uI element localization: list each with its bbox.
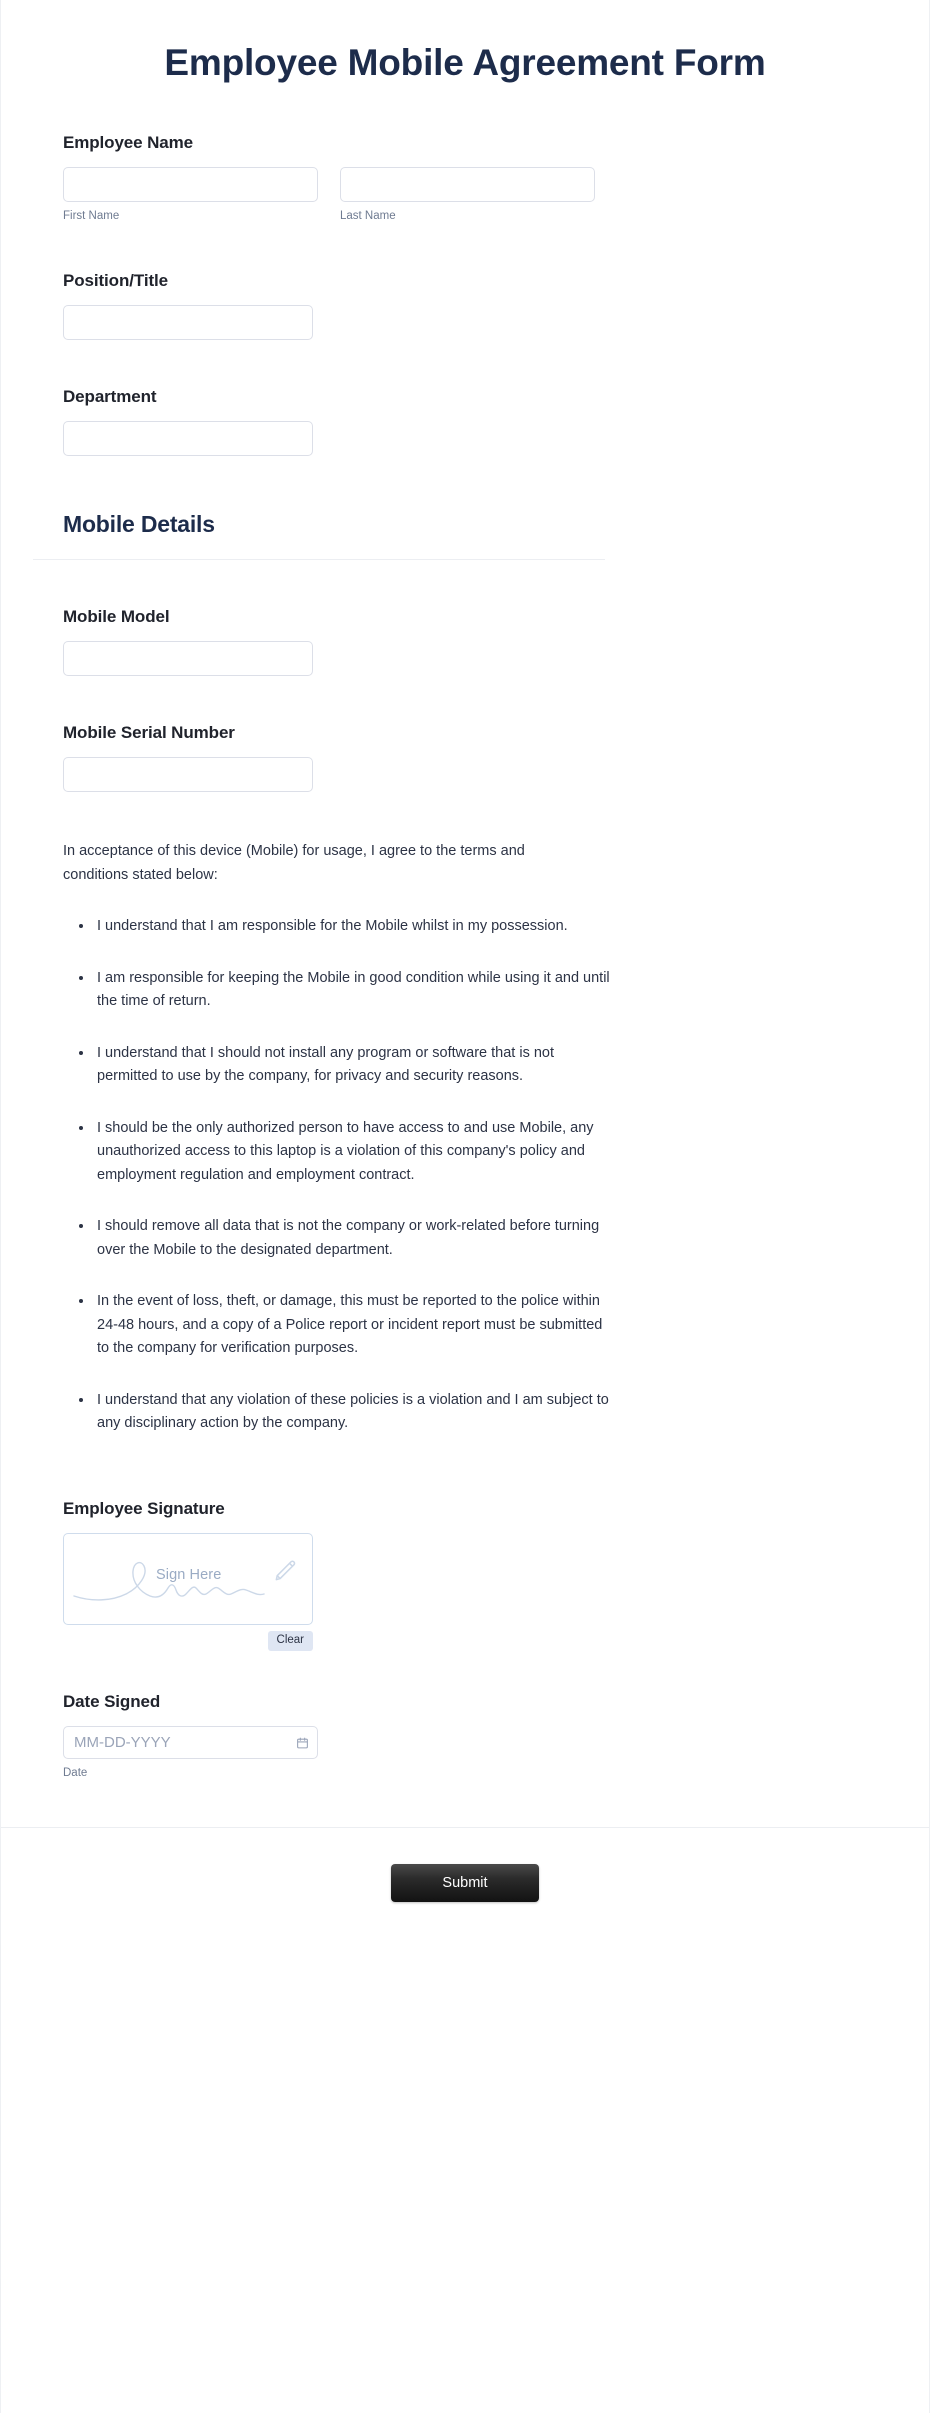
last-name-input[interactable] xyxy=(340,167,595,202)
pen-icon xyxy=(272,1558,298,1584)
clear-signature-button[interactable]: Clear xyxy=(268,1631,313,1652)
list-item: I understand that I am responsible for the Mobile whilst in my possession. xyxy=(95,915,613,938)
first-name-column xyxy=(63,167,318,224)
field-department xyxy=(63,386,867,456)
list-item: In the event of loss, theft, or damage, this must be reported to the police within 24-48 hours, and a copy of a Police report or incident report must be submitted to the company for verification purposes. xyxy=(95,1290,613,1360)
signature-pad[interactable] xyxy=(63,1533,313,1625)
terms-intro-text: In acceptance of this device (Mobile) for usage, I agree to the terms and conditions stated below: xyxy=(63,843,525,883)
list-item: I should be the only authorized person to have access to and use Mobile, any unauthorized access to this laptop is a violation of this company's policy and employment regulation and employment contract. xyxy=(95,1117,613,1187)
field-mobile-model xyxy=(63,606,867,676)
date-signed-input[interactable] xyxy=(63,1726,318,1759)
section-title-mobile-details: Mobile Details xyxy=(63,511,215,538)
terms-list xyxy=(63,915,867,1435)
page-title: Employee Mobile Agreement Form xyxy=(164,42,766,83)
section-divider xyxy=(33,559,605,560)
form-body xyxy=(1,0,929,1781)
position-title-input[interactable] xyxy=(63,305,313,340)
field-position-title xyxy=(63,270,867,340)
first-name-input[interactable] xyxy=(63,167,318,202)
section-mobile-details xyxy=(63,510,867,560)
mobile-model-input[interactable] xyxy=(63,641,313,676)
list-item: I understand that I should not install any program or software that is not permitted to use by the company, for privacy and security reasons. xyxy=(95,1042,613,1089)
date-signed-label: Date Signed xyxy=(63,1692,161,1712)
first-name-sublabel: First Name xyxy=(63,210,120,223)
date-input-wrapper xyxy=(63,1726,318,1759)
employee-signature-label: Employee Signature xyxy=(63,1498,225,1518)
employee-name-row xyxy=(63,167,867,224)
submit-button[interactable]: Submit xyxy=(391,1864,539,1902)
department-label: Department xyxy=(63,387,157,407)
list-item: I am responsible for keeping the Mobile in good condition while using it and until the time of return. xyxy=(95,967,613,1014)
signature-hint-label: Sign Here xyxy=(156,1566,222,1583)
department-input[interactable] xyxy=(63,421,313,456)
list-item: I understand that any violation of these policies is a violation and I am subject to any disciplinary action by the company. xyxy=(95,1389,613,1436)
last-name-column xyxy=(340,167,595,224)
field-employee-signature xyxy=(63,1498,867,1652)
field-employee-name xyxy=(63,132,867,224)
last-name-sublabel: Last Name xyxy=(340,210,396,223)
signature-clear-row xyxy=(63,1631,313,1652)
mobile-serial-number-input[interactable] xyxy=(63,757,313,792)
position-title-label: Position/Title xyxy=(63,271,169,291)
submit-area xyxy=(1,1828,929,1948)
list-item: I should remove all data that is not the company or work-related before turning over the Mobile to the designated department. xyxy=(95,1215,613,1262)
mobile-model-label: Mobile Model xyxy=(63,607,170,627)
date-signed-sublabel: Date xyxy=(63,1767,88,1780)
field-mobile-serial-number xyxy=(63,722,867,792)
mobile-serial-number-label: Mobile Serial Number xyxy=(63,723,235,743)
employee-name-label: Employee Name xyxy=(63,133,194,153)
field-date-signed xyxy=(63,1691,867,1781)
